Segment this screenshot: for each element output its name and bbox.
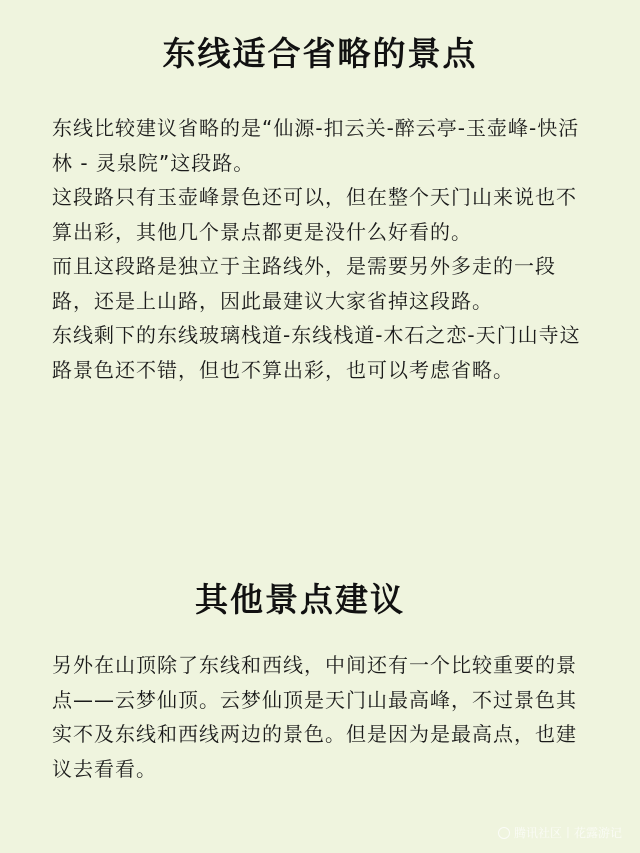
community-logo-icon	[498, 827, 510, 839]
paragraph: 另外在山顶除了东线和西线，中间还有一个比较重要的景点——云梦仙顶。云梦仙顶是天门山最高峰，不过景色其实不及东线和西线两边的景色。但是因为是最高点，也建议去看看。	[52, 653, 577, 781]
paragraph: 而且这段路是独立于主路线外，是需要另外多走的一段路，还是上山路，因此最建议大家省掉这段路。	[52, 254, 556, 313]
section-title-other-spots: 其他景点建议	[195, 580, 405, 619]
paragraph: 东线剩下的东线玻璃栈道-东线栈道-木石之恋-天门山寺这路景色还不错，但也不算出彩，也可以考虑省略。	[52, 323, 581, 382]
paragraph: 东线比较建议省略的是“仙源-扣云关-醉云亭-玉壶峰-快活林 - 灵泉院”这段路。	[52, 116, 580, 175]
watermark	[498, 824, 622, 841]
section-title-east-line: 东线适合省略的景点	[162, 34, 478, 73]
paragraph: 这段路只有玉壶峰景色还可以，但在整个天门山来说也不算出彩，其他几个景点都更是没什么好看的。	[52, 185, 577, 244]
watermark-text: 腾讯社区丨花露游记	[513, 826, 622, 840]
section-east-line-body	[52, 111, 597, 387]
section-other-spots-body	[52, 648, 597, 786]
